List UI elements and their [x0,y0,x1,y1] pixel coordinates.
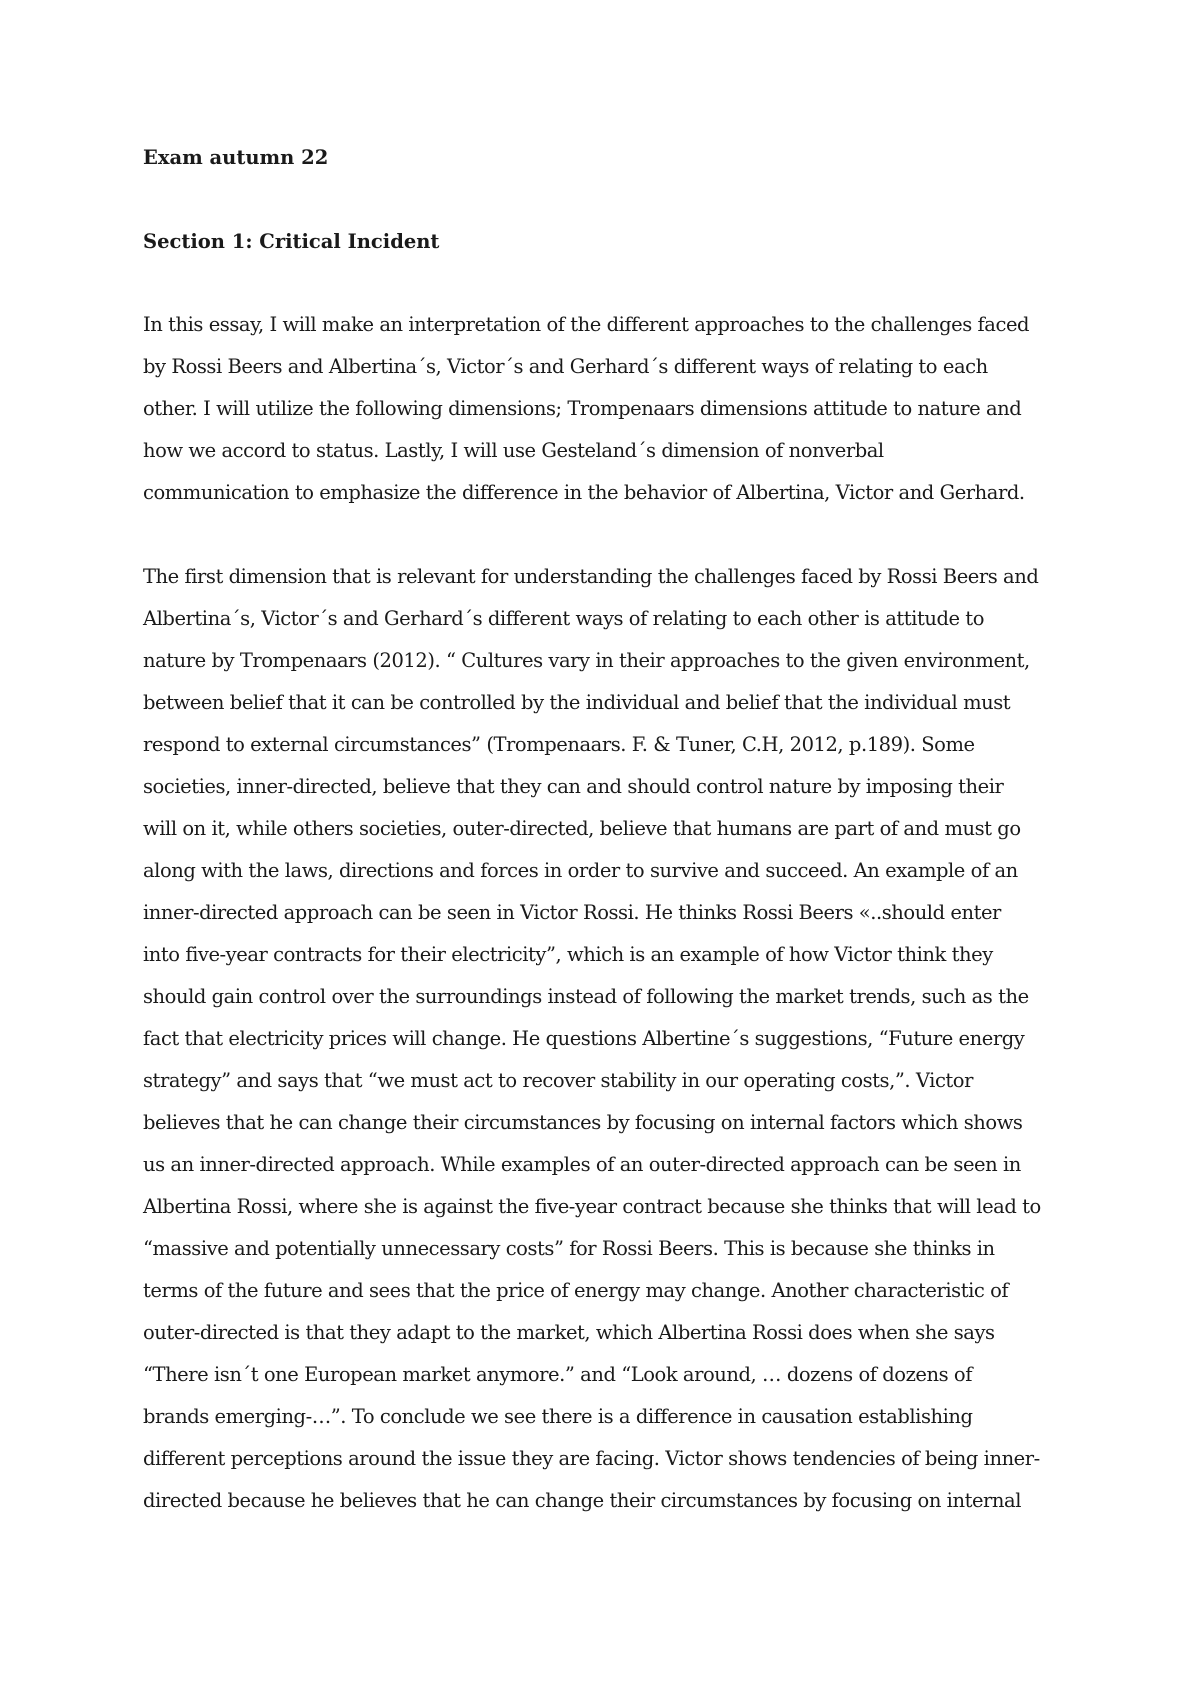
text-line: Albertina Rossi, where she is against the five-year contract because she thinks that will lead to [143,1195,1041,1218]
text-line: communication to emphasize the difference in the behavior of Albertina, Victor and Gerhard. [143,481,1025,504]
paragraph-first-dimension [143,556,1068,1522]
text-line: other. I will utilize the following dimensions; Trompenaars dimensions attitude to nature and [143,397,1022,420]
text-line: The first dimension that is relevant for understanding the challenges faced by Rossi Beers and [143,565,1039,588]
text-line: nature by Trompenaars (2012). “ Cultures vary in their approaches to the given environment, [143,649,1030,672]
text-line: inner-directed approach can be seen in Victor Rossi. He thinks Rossi Beers «..should enter [143,901,1001,924]
document-title: Exam autumn 22 [143,146,329,169]
paragraph-introduction [143,304,1068,514]
text-line: different perceptions around the issue they are facing. Victor shows tendencies of being inner- [143,1447,1040,1470]
text-line: In this essay, I will make an interpretation of the different approaches to the challenges faced [143,313,1030,336]
document-body [143,143,1068,1522]
text-line: by Rossi Beers and Albertina´s, Victor´s and Gerhard´s different ways of relating to each [143,355,988,378]
text-line: outer-directed is that they adapt to the market, which Albertina Rossi does when she says [143,1321,995,1344]
text-line: “massive and potentially unnecessary costs” for Rossi Beers. This is because she thinks in [143,1237,995,1260]
text-line: respond to external circumstances” (Trompenaars. F. & Tuner, C.H, 2012, p.189). Some [143,733,975,756]
text-line: Albertina´s, Victor´s and Gerhard´s different ways of relating to each other is attitude to [143,607,984,630]
text-line: will on it, while others societies, outer-directed, believe that humans are part of and must go [143,817,1021,840]
text-line: into five-year contracts for their electricity”, which is an example of how Victor think they [143,943,993,966]
text-line: “There isn´t one European market anymore.” and “Look around, … dozens of dozens of [143,1363,972,1386]
text-line: between belief that it can be controlled by the individual and belief that the individual must [143,691,1011,714]
text-line: directed because he believes that he can change their circumstances by focusing on internal [143,1489,1021,1512]
text-line: strategy” and says that “we must act to recover stability in our operating costs,”. Victor [143,1069,973,1092]
text-line: societies, inner-directed, believe that they can and should control nature by imposing their [143,775,1004,798]
text-line: brands emerging-…”. To conclude we see there is a difference in causation establishing [143,1405,973,1428]
text-line: should gain control over the surroundings instead of following the market trends, such as the [143,985,1029,1008]
text-line: fact that electricity prices will change. He questions Albertine´s suggestions, “Future energy [143,1027,1025,1050]
text-line: believes that he can change their circumstances by focusing on internal factors which shows [143,1111,1023,1134]
section-heading: Section 1: Critical Incident [143,230,440,253]
text-line: along with the laws, directions and forces in order to survive and succeed. An example of an [143,859,1018,882]
text-line: terms of the future and sees that the price of energy may change. Another characteristic of [143,1279,1009,1302]
text-line: us an inner-directed approach. While examples of an outer-directed approach can be seen in [143,1153,1021,1176]
text-line: how we accord to status. Lastly, I will use Gesteland´s dimension of nonverbal [143,439,884,462]
